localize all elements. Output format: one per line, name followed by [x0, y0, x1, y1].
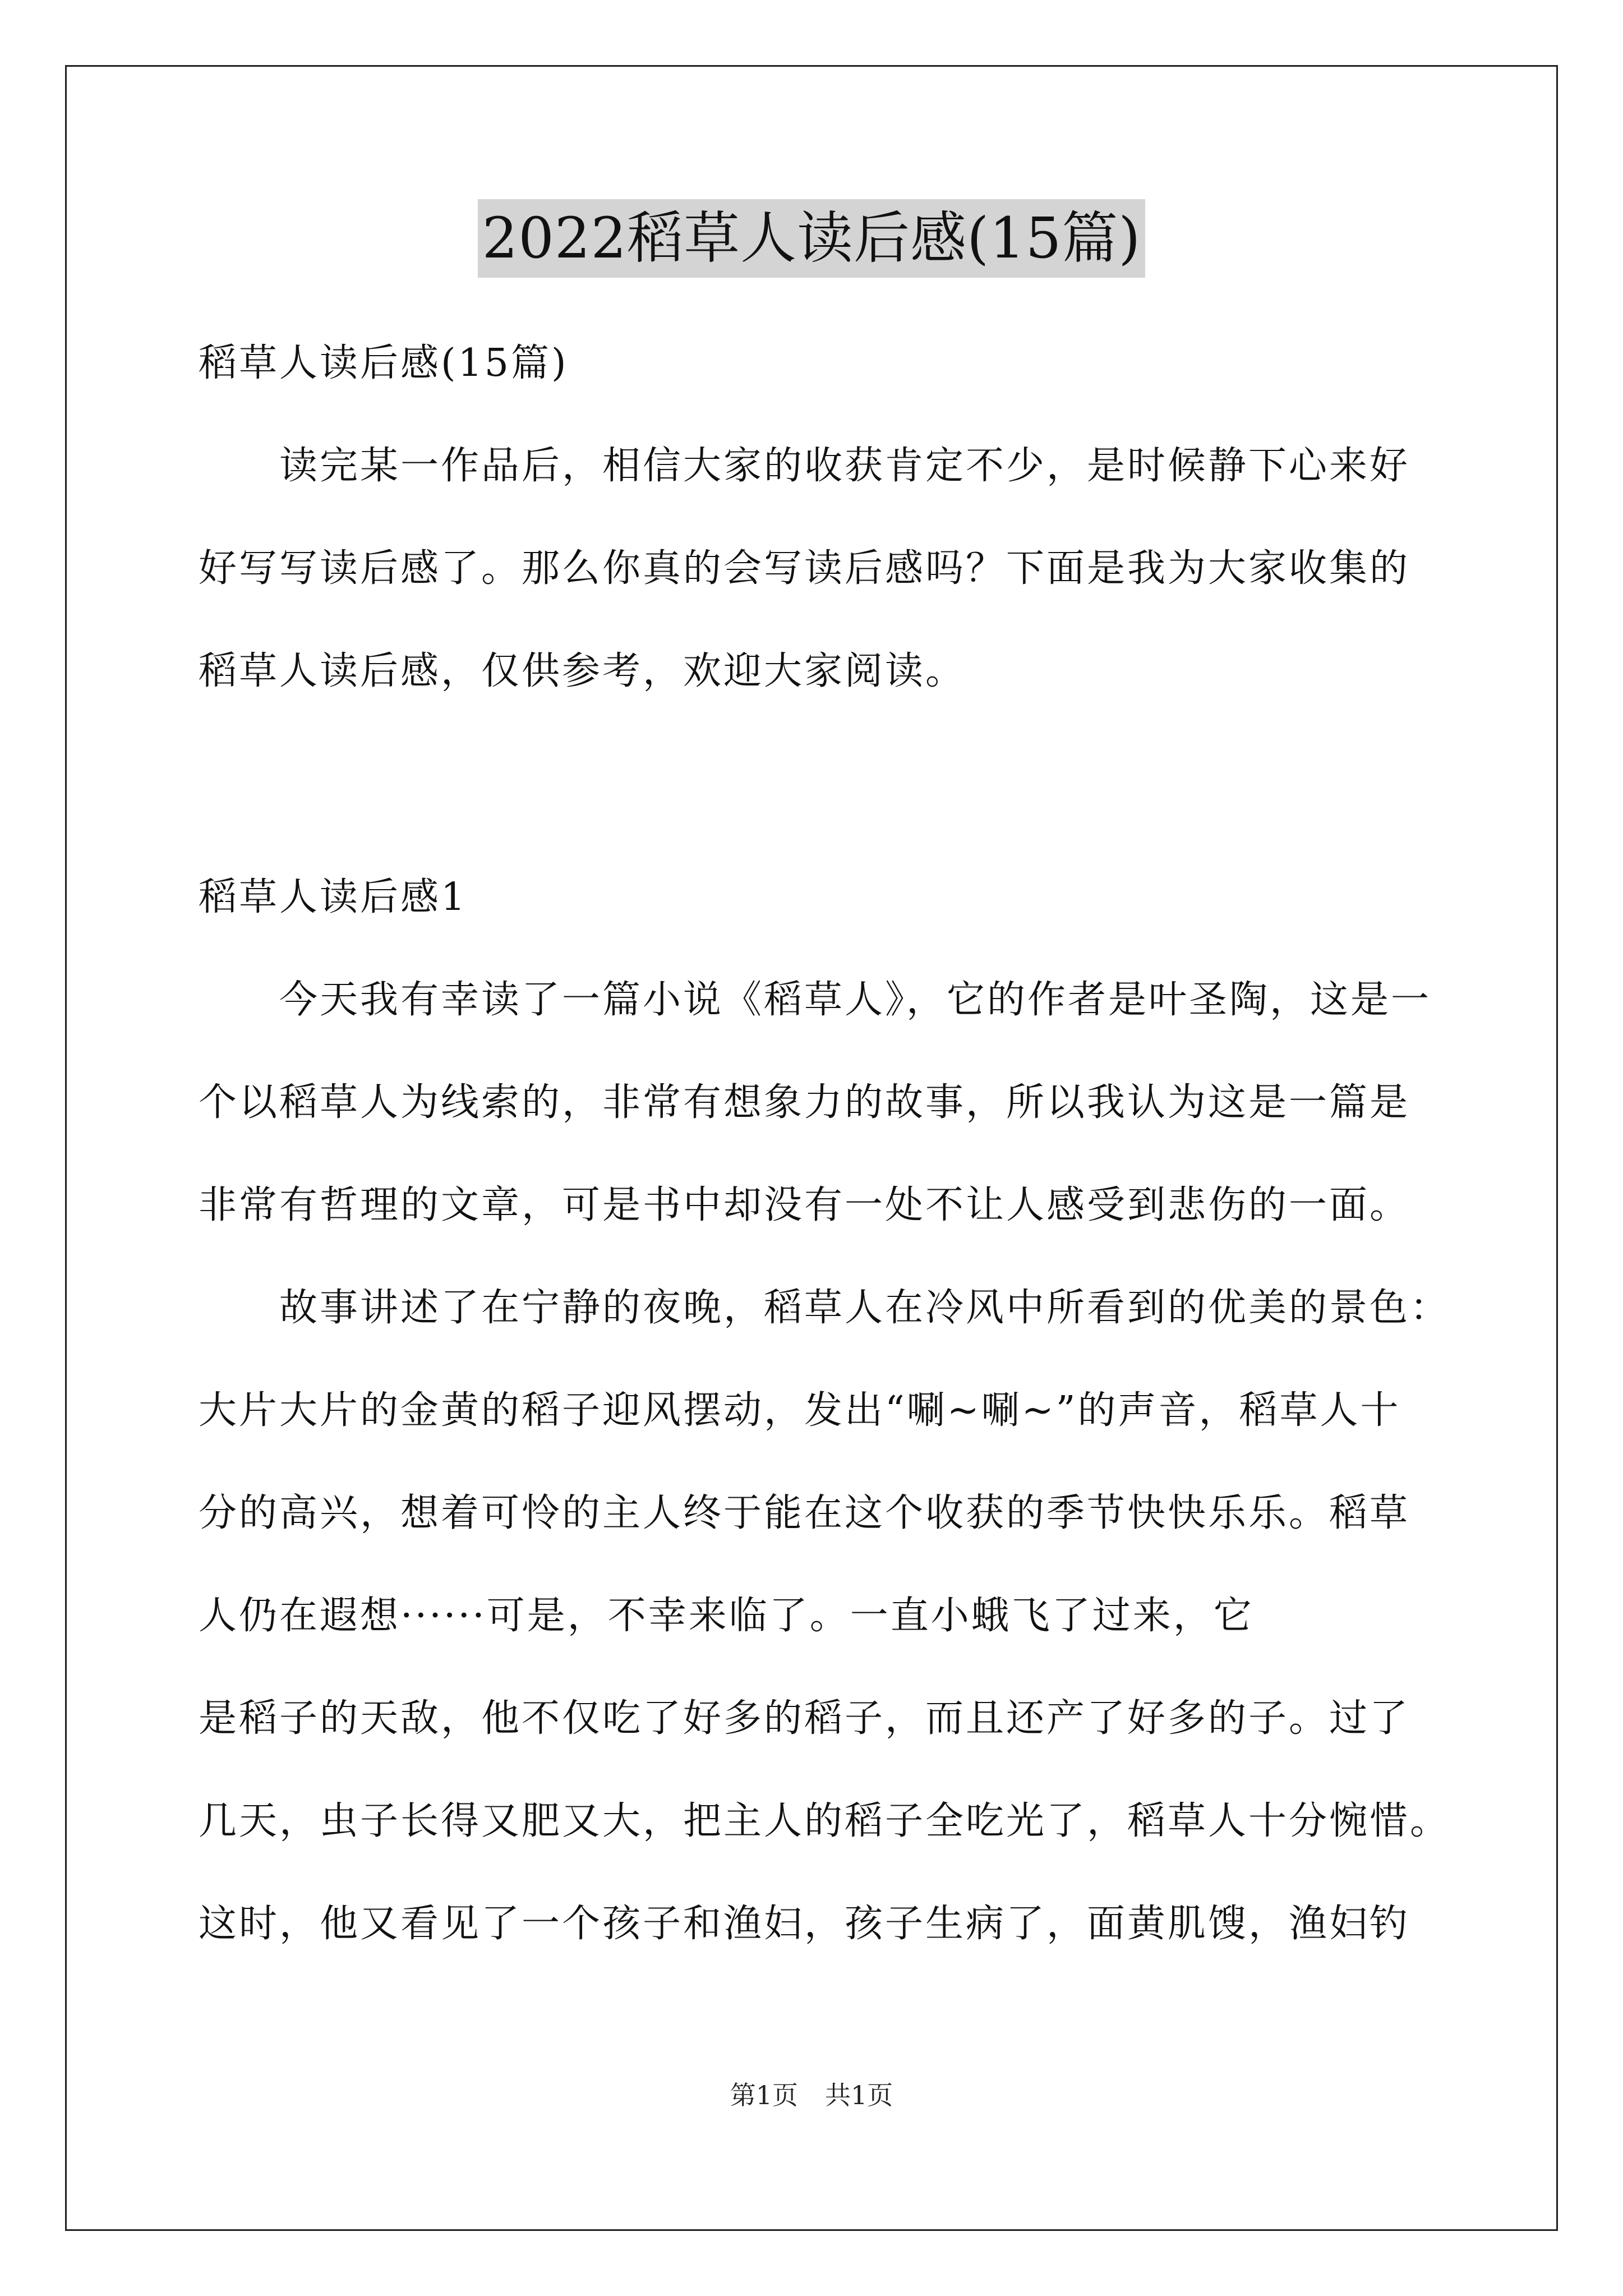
- page-number: 第1页: [730, 2080, 798, 2110]
- paragraph-line: 个以稻草人为线索的，非常有想象力的故事，所以我认为这是一篇是: [199, 1080, 1410, 1125]
- intro-line: 读完某一作品后，相信大家的收获肯定不少，是时候静下心来好: [199, 444, 1410, 488]
- page-total: 共1页: [825, 2080, 893, 2110]
- paragraph-line: 故事讲述了在宁静的夜晚，稻草人在冷风中所看到的优美的景色：: [199, 1286, 1451, 1330]
- document-body: [199, 312, 1451, 1975]
- paragraph-line: 分的高兴，想着可怜的主人终于能在这个收获的季节快快乐乐。稻草: [199, 1491, 1410, 1535]
- section-heading: 稻草人读后感1: [199, 875, 468, 919]
- section-spacer: [199, 723, 1432, 846]
- paragraph-line: 几天，虫子长得又肥又大，把主人的稻子全吃光了，稻草人十分惋惜。: [199, 1799, 1451, 1843]
- document-title: 2022稻草人读后感(15篇): [478, 199, 1146, 278]
- paragraph-line: 是稻子的天敌，他不仅吃了好多的稻子，而且还产了好多的子。过了: [199, 1696, 1410, 1741]
- intro-line: 稻草人读后感，仅供参考，欢迎大家阅读。: [199, 649, 966, 693]
- intro-line: 好写写读后感了。那么你真的会写读后感吗？下面是我为大家收集的: [199, 546, 1410, 591]
- page-footer: [0, 2078, 1623, 2112]
- paragraph-line: 今天我有幸读了一篇小说《稻草人》，它的作者是叶圣陶，这是一: [199, 978, 1432, 1022]
- paragraph-line: 这时，他又看见了一个孩子和渔妇，孩子生病了，面黄肌馊，渔妇钓: [199, 1902, 1410, 1946]
- paragraph-line: 人仍在遐想······可是，不幸来临了。一直小蛾飞了过来，它: [199, 1594, 1254, 1638]
- paragraph-line: 非常有哲理的文章，可是书中却没有一处不让人感受到悲伤的一面。: [199, 1183, 1410, 1227]
- document-subtitle: 稻草人读后感(15篇): [199, 341, 569, 385]
- title-container: [0, 199, 1623, 278]
- paragraph-line: 大片大片的金黄的稻子迎风摆动，发出“唰~唰~”的声音，稻草人十: [199, 1388, 1401, 1433]
